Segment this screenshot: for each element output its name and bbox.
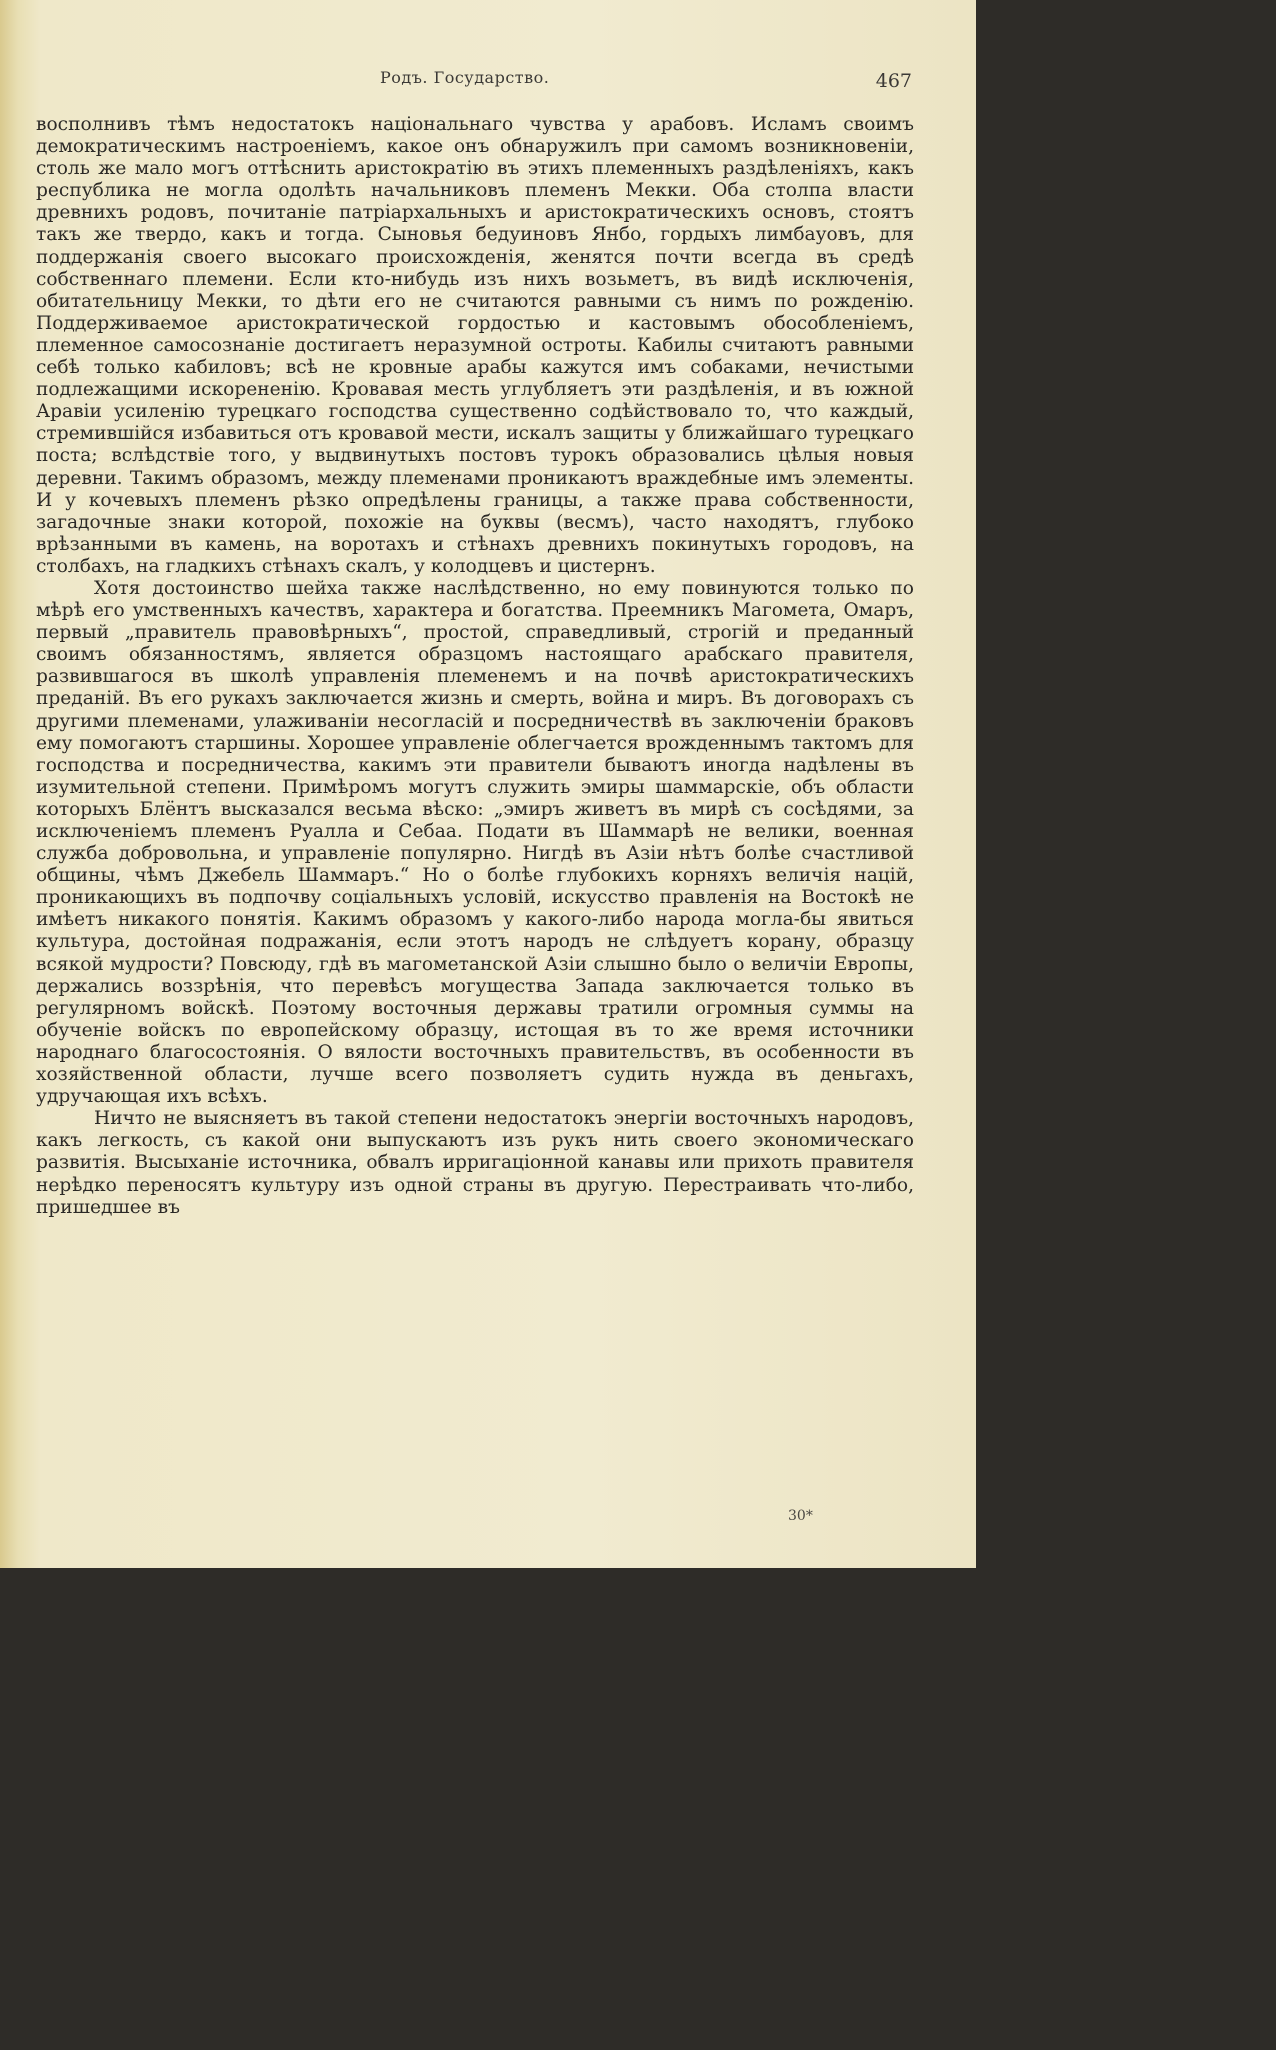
page-header bbox=[0, 68, 976, 94]
signature-mark: 30* bbox=[788, 1508, 813, 1524]
page-number: 467 bbox=[875, 70, 912, 92]
paragraph: Ничто не выясняетъ въ такой степени недостатокъ энергіи восточныхъ народовъ, какъ легкость, съ какой они выпускаютъ изъ рукъ нить своего экономическаго развитія. Высыханіе источника, обвалъ ирригаціонной канавы или прихоть правителя нерѣдко переносятъ культуру изъ одной страны въ другую. Перестраивать что-либо, пришедшее въ bbox=[36, 1108, 914, 1218]
body-text bbox=[36, 114, 914, 1219]
paragraph: Хотя достоинство шейха также наслѣдственно, но ему повинуются только по мѣрѣ его умственныхъ качествъ, характера и богатства. Преемникъ Магомета, Омаръ, первый „правитель правовѣрныхъ“, простой, справедливый, строгій и преданный своимъ обязанностямъ, является образцомъ настоящаго арабскаго правителя, развившагося въ школѣ управленія племенемъ и на почвѣ аристократическихъ преданій. Въ его рукахъ заключается жизнь и смерть, война и миръ. Въ договорахъ съ другими племенами, улаживаніи несогласій и посредничествѣ въ заключеніи браковъ ему помогаютъ старшины. Хорошее управленіе облегчается врожденнымъ тактомъ для господства и посредничества, какимъ эти правители бываютъ иногда надѣлены въ изумительной степени. Примѣромъ могутъ служить эмиры шаммарскіе, объ области которыхъ Блёнтъ высказался весьма вѣско: „эмиръ живетъ въ мирѣ съ сосѣдями, за исключеніемъ племенъ Руалла и Себаа. Подати въ Шаммарѣ не велики, военная служба добровольна, и управленіе популярно. Нигдѣ въ Азіи нѣтъ болѣе счастливой общины, чѣмъ Джебель Шаммаръ.“ Но о болѣе глубокихъ корняхъ величія націй, проникающихъ въ подпочву соціальныхъ условій, искусство правленія на Востокѣ не имѣетъ никакого понятія. Какимъ образомъ у какого-либо народа могла-бы явиться культура, достойная подражанія, если этотъ народъ не слѣдуетъ корану, образцу всякой мудрости? Повсюду, гдѣ въ магометанской Азіи слышно было о величіи Европы, держались воззрѣнія, что перевѣсъ могущества Запада заключается только въ регулярномъ войскѣ. Поэтому восточныя державы тратили огромныя суммы на обученіе войскъ по европейскому образцу, истощая въ то же время источники народнаго благосостоянія. О вялости восточныхъ правительствъ, въ особенности въ хозяйственной области, лучше всего позволяетъ судить нужда въ деньгахъ, удручающая ихъ всѣхъ. bbox=[36, 577, 914, 1108]
running-head: Родъ. Государство. bbox=[380, 68, 550, 87]
paragraph: восполнивъ тѣмъ недостатокъ національнаго чувства у арабовъ. Исламъ своимъ демократическимъ настроеніемъ, какое онъ обнаружилъ при самомъ возникновеніи, столь же мало могъ оттѣснить аристократію въ этихъ племенныхъ раздѣленіяхъ, какъ республика не могла одолѣть начальниковъ племенъ Мекки. Оба столпа власти древнихъ родовъ, почитаніе патріархальныхъ и аристократическихъ основъ, стоятъ такъ же твердо, какъ и тогда. Сыновья бедуиновъ Янбо, гордыхъ лимбауовъ, для поддержанія своего высокаго происхожденія, женятся почти всегда въ средѣ собственнаго племени. Если кто-нибудь изъ нихъ возьметъ, въ видѣ исключенія, обитательницу Мекки, то дѣти его не считаются равными съ нимъ по рожденію. Поддерживаемое аристократической гордостью и кастовымъ обособленіемъ, племенное самосознаніе достигаетъ неразумной остроты. Кабилы считаютъ равными себѣ только кабиловъ; всѣ не кровные арабы кажутся имъ собаками, нечистыми подлежащими искорененію. Кровавая месть углубляетъ эти раздѣленія, и въ южной Аравіи усиленію турецкаго господства существенно содѣйствовало то, что каждый, стремившійся избавиться отъ кровавой мести, искалъ защиты у ближайшаго турецкаго поста; вслѣдствіе того, у выдвинутыхъ постовъ турокъ образовались цѣлыя новыя деревни. Такимъ образомъ, между племенами проникаютъ враждебные имъ элементы. И у кочевыхъ племенъ рѣзко опредѣлены границы, а также права собственности, загадочные знаки которой, похожіе на буквы (весмъ), часто находятъ, глубоко врѣзанными въ камень, на воротахъ и стѣнахъ древнихъ покинутыхъ городовъ, на столбахъ, на гладкихъ стѣнахъ скалъ, у колодцевъ и цистернъ. bbox=[36, 114, 914, 577]
